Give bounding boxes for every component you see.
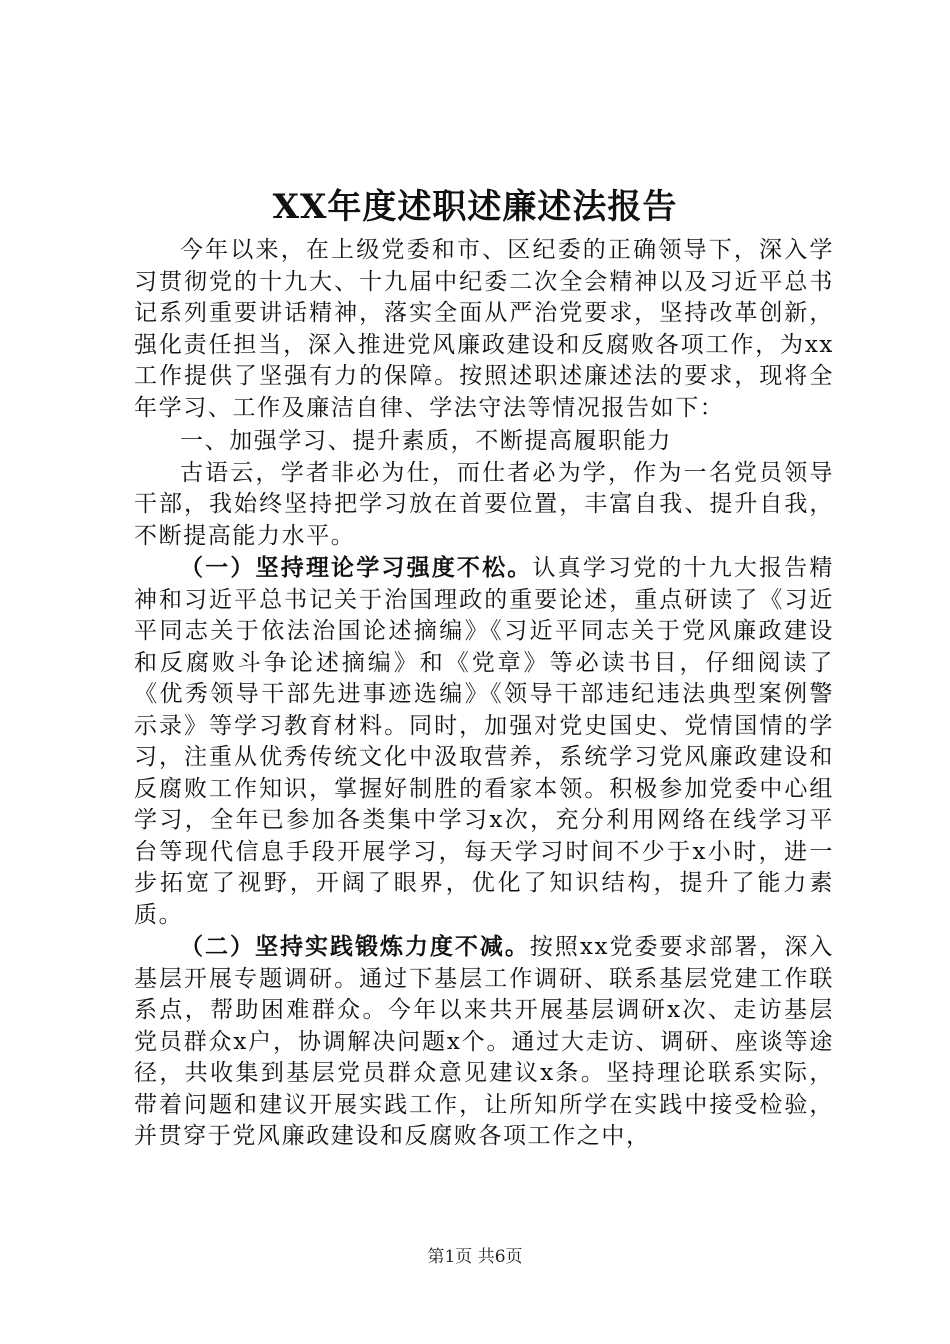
subsection-1-paragraph (134, 552, 834, 931)
section-intro-paragraph: 古语云，学者非必为仕，而仕者必为学，作为一名党员领导干部，我始终坚持把学习放在首要位置，丰富自我、提升自我，不断提高能力水平。 (134, 459, 834, 549)
subsection-2-lead: （二）坚持实践锻炼力度不减。 (180, 933, 530, 960)
subsection-2-body: 按照xx党委要求部署，深入基层开展专题调研。通过下基层工作调研、联系基层党建工作联系点，帮助困难群众。今年以来共开展基层调研x次、走访基层党员群众x户，协调解决问题x个。通过大走访、调研、座谈等途径，共收集到基层党员群众意见建议x条。坚持理论联系实际，带着问题和建议开展实践工作，让所知所学在实践中接受检验，并贯穿于党风廉政建设和反腐败各项工作之中， (134, 934, 834, 1149)
page-footer: 第1页 共6页 (427, 1247, 523, 1267)
intro-paragraph: 今年以来，在上级党委和市、区纪委的正确领导下，深入学习贯彻党的十九大、十九届中纪委二次全会精神以及习近平总书记系列重要讲话精神，落实全面从严治党要求，坚持改革创新，强化责任担当，深入推进党风廉政建设和反腐败各项工作，为xx工作提供了坚强有力的保障。按照述职述廉述法的要求，现将全年学习、工作及廉洁自律、学法守法等情况报告如下： (134, 237, 834, 421)
subsection-1-lead: （一）坚持理论学习强度不松。 (180, 554, 533, 581)
subsection-2-paragraph (134, 931, 834, 1153)
document-body (134, 235, 834, 1153)
section-heading: 一、加强学习、提升素质，不断提高履职能力 (180, 428, 672, 454)
document-title: XX年度述职述廉述法报告 (272, 187, 678, 227)
subsection-1-body: 认真学习党的十九大报告精神和习近平总书记关于治国理政的重要论述，重点研读了《习近平同志关于依法治国论述摘编》《习近平同志关于党风廉政建设和反腐败斗争论述摘编》和《党章》等必读书目，仔细阅读了《优秀领导干部先进事迹选编》《领导干部违纪违法典型案例警示录》等学习教育材料。同时，加强对党史国史、党情国情的学习，注重从优秀传统文化中汲取营养，系统学习党风廉政建设和反腐败工作知识，掌握好制胜的看家本领。积极参加党委中心组学习，全年已参加各类集中学习x次，充分利用网络在线学习平台等现代信息手段开展学习，每天学习时间不少于x小时，进一步拓宽了视野，开阔了眼界，优化了知识结构，提升了能力素质。 (134, 555, 835, 928)
